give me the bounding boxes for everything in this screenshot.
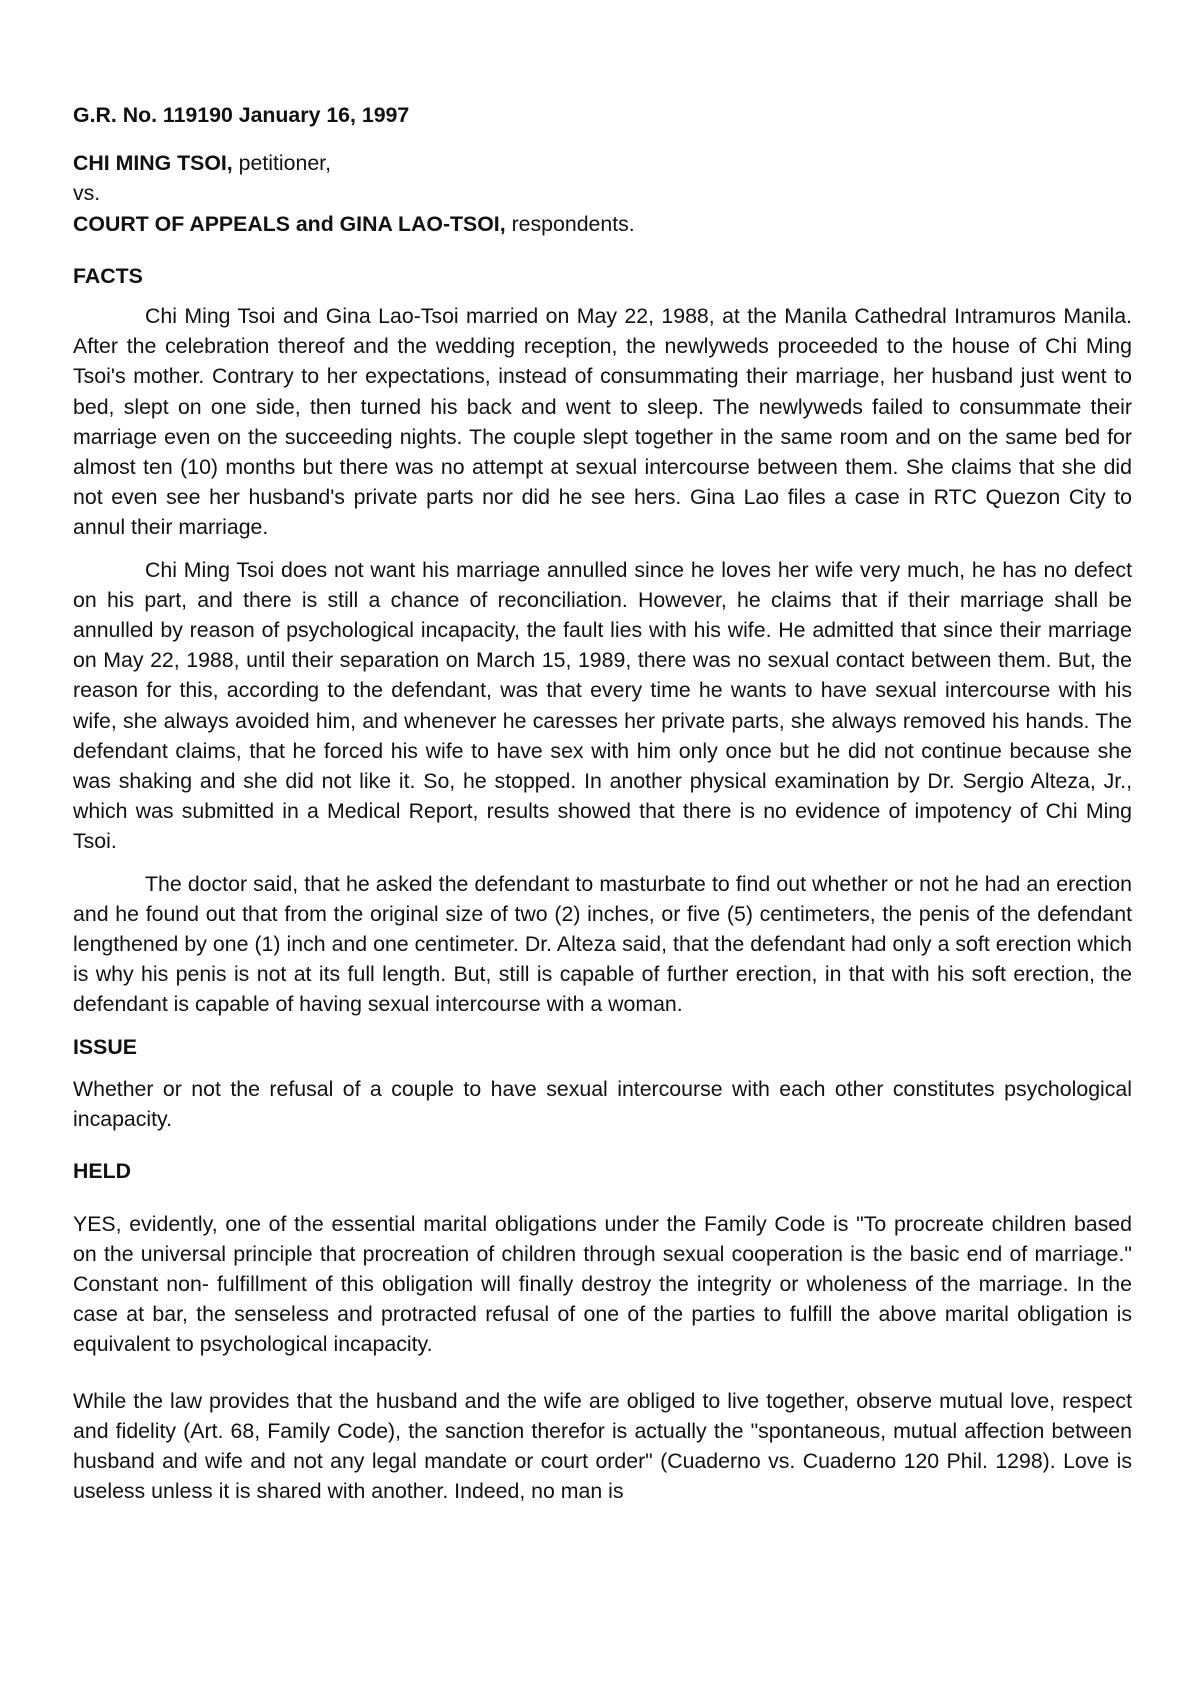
held-heading: HELD [73, 1159, 131, 1184]
respondent-name: COURT OF APPEALS and GINA LAO-TSOI, [73, 211, 506, 236]
petitioner-role: petitioner, [232, 151, 332, 176]
versus-line: vs. [73, 181, 101, 206]
facts-paragraph-1: Chi Ming Tsoi and Gina Lao-Tsoi married on May 22, 1988, at the Manila Cathedral Intramuros Manila. After the celebration thereof and the wedding reception, the newlyweds proceeded to the house of Chi Ming Tsoi's mother. Contrary to her expectations, instead of consummating their marriage, her husband just went to bed, slept on one side, then turned his back and went to sleep. The newlyweds failed to consummate their marriage even on the succeeding nights. The couple slept together in the same room and on the same bed for almost ten (10) months but there was no attempt at sexual intercourse between them. She claims that she did not even see her husband's private parts nor did he see hers. Gina Lao files a case in RTC Quezon City to annul their marriage. [73, 304, 1132, 540]
issue-text: Whether or not the refusal of a couple to have sexual intercourse with each other constitutes psychological incapacity. [73, 1076, 1132, 1132]
held-paragraph-1: YES, evidently, one of the essential marital obligations under the Family Code is "To procreate children based on the universal principle that procreation of children through sexual cooperation is the basic end of marriage." Constant non- fulfillment of this obligation will finally destroy the integrity or wholeness of the marriage. In the case at bar, the senseless and protracted refusal of one of the parties to fulfill the above marital obligation is equivalent to psychological incapacity. [73, 1211, 1132, 1357]
respondent-role: respondents. [505, 211, 635, 236]
held-paragraph-2: While the law provides that the husband and the wife are obliged to live together, observe mutual love, respect and fidelity (Art. 68, Family Code), the sanction therefor is actually the "spontaneous, mutual affection between husband and wife and not any legal mandate or court order" (Cuaderno vs. Cuaderno 120 Phil. 1298). Love is useless unless it is shared with another. Indeed, no man is [73, 1388, 1132, 1504]
issue-heading: ISSUE [73, 1034, 137, 1059]
petitioner-name: CHI MING TSOI, [73, 151, 233, 176]
facts-heading: FACTS [73, 263, 143, 288]
case-title: G.R. No. 119190 January 16, 1997 [73, 103, 410, 127]
facts-paragraph-3: The doctor said, that he asked the defendant to masturbate to find out whether or not he had an erection and he found out that from the original size of two (2) inches, or five (5) centimeters, the penis of the defendant lengthened by one (1) inch and one centimeter. Dr. Alteza said, that the defendant had only a soft erection which is why his penis is not at its full length. But, still is capable of further erection, in that with his soft erection, the defendant is capable of having sexual intercourse with a woman. [73, 871, 1132, 1017]
respondent-line [73, 209, 1132, 239]
facts-paragraph-2: Chi Ming Tsoi does not want his marriage annulled since he loves her wife very much, he has no defect on his part, and there is still a chance of reconciliation. However, he claims that if their marriage shall be annulled by reason of psychological incapacity, the fault lies with his wife. He admitted that since their marriage on May 22, 1988, until their separation on March 15, 1989, there was no sexual contact between them. But, the reason for this, according to the defendant, was that every time he wants to have sexual intercourse with his wife, she always avoided him, and whenever he caresses her private parts, she always removed his hands. The defendant claims, that he forced his wife to have sex with him only once but he did not continue because she was shaking and she did not like it. So, he stopped. In another physical examination by Dr. Sergio Alteza, Jr., which was submitted in a Medical Report, results showed that there is no evidence of impotency of Chi Ming Tsoi. [73, 557, 1132, 854]
petitioner-line [73, 148, 1132, 178]
